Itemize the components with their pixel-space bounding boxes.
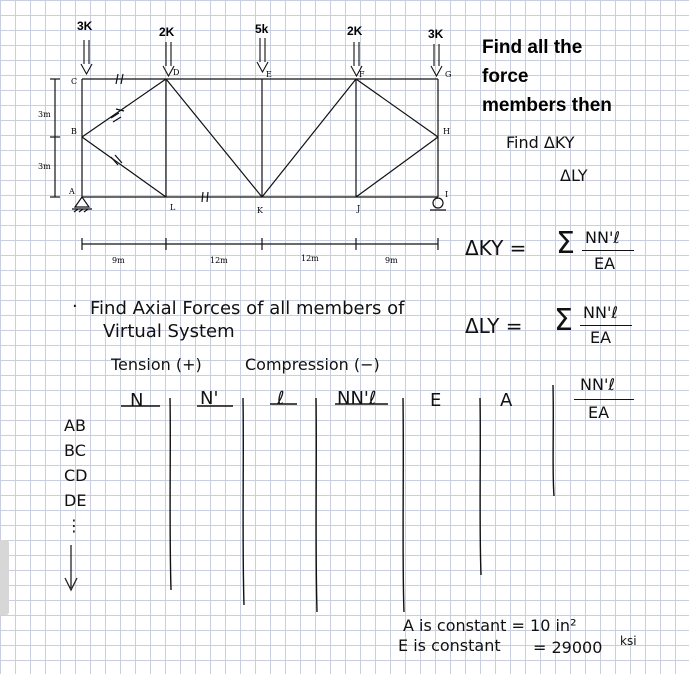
node-c: C bbox=[71, 77, 78, 86]
dim-height-lower: 3m bbox=[38, 162, 51, 171]
load-f: 2K bbox=[347, 24, 363, 38]
load-e: 5k bbox=[255, 22, 269, 36]
virtual-line-2: Virtual System bbox=[103, 321, 235, 342]
node-e: E bbox=[266, 70, 272, 79]
col-header-last-num: NN'ℓ bbox=[580, 375, 615, 394]
roller-support bbox=[433, 198, 443, 208]
col-header-nnl: NN'ℓ bbox=[337, 388, 377, 409]
member-jh bbox=[356, 137, 438, 197]
compression-label: Compression (−) bbox=[245, 355, 380, 374]
node-j: J bbox=[357, 204, 361, 213]
node-f: F bbox=[359, 70, 365, 79]
row-label-cd: CD bbox=[64, 466, 88, 485]
find-dly: ΔLY bbox=[560, 166, 588, 185]
col-header-n: N bbox=[130, 390, 144, 411]
formula-dly-lhs: ΔLY = bbox=[465, 314, 523, 338]
formula-dky-num: NN'ℓ bbox=[585, 228, 620, 247]
formula-dly-num: NN'ℓ bbox=[583, 303, 618, 322]
row-ellipsis: ⋮ bbox=[66, 516, 82, 535]
note-modulus-unit: ksi bbox=[620, 634, 637, 648]
col-header-last-den: EA bbox=[588, 403, 610, 422]
formula-dly-sigma: Σ bbox=[554, 303, 573, 338]
span-3: 12m bbox=[301, 254, 319, 263]
tension-label: Tension (+) bbox=[111, 355, 202, 374]
node-i: I bbox=[445, 190, 449, 199]
member-fh bbox=[356, 79, 438, 137]
col-header-a: A bbox=[500, 390, 513, 411]
col-header-length: ℓ bbox=[277, 388, 285, 409]
note-modulus: E is constant bbox=[398, 636, 501, 655]
span-4: 9m bbox=[385, 256, 398, 265]
pin-support bbox=[75, 197, 89, 207]
span-1: 9m bbox=[112, 256, 125, 265]
virtual-line-1: Find Axial Forces of all members of bbox=[90, 298, 405, 319]
member-bl bbox=[82, 137, 166, 197]
span-2: 12m bbox=[210, 256, 228, 265]
dim-height-upper: 3m bbox=[38, 110, 51, 119]
formula-dky-bar bbox=[582, 250, 634, 251]
task-line-1: Find all the bbox=[482, 37, 583, 58]
formula-dly-den: EA bbox=[590, 328, 612, 347]
formula-dky-lhs: ΔKY = bbox=[465, 236, 527, 260]
formula-dky-den: EA bbox=[594, 254, 616, 273]
note-modulus-value: = 29000 bbox=[533, 638, 603, 657]
note-area: A is constant = 10 in² bbox=[403, 616, 577, 635]
formula-dky-sigma: Σ bbox=[556, 226, 575, 261]
find-dky: Find ΔKY bbox=[506, 133, 575, 152]
col-header-n-prime: N' bbox=[200, 388, 219, 409]
member-kf bbox=[262, 79, 356, 197]
load-d: 2K bbox=[159, 25, 175, 39]
member-dk bbox=[166, 79, 262, 197]
table-grid bbox=[121, 385, 554, 612]
load-c: 3K bbox=[77, 19, 93, 33]
bullet: · bbox=[72, 296, 78, 317]
node-l: L bbox=[170, 203, 176, 212]
load-g: 3K bbox=[428, 27, 444, 41]
col-header-e: E bbox=[430, 390, 442, 411]
task-line-2: force bbox=[482, 66, 529, 87]
node-b: B bbox=[71, 127, 77, 136]
member-bd bbox=[82, 79, 166, 137]
task-line-3: members then bbox=[482, 95, 612, 116]
node-h: H bbox=[443, 127, 450, 136]
col-header-last-bar bbox=[574, 399, 634, 400]
node-k: K bbox=[257, 206, 263, 215]
row-label-ab: AB bbox=[64, 416, 86, 435]
node-d: D bbox=[173, 68, 180, 77]
load-arrows bbox=[81, 38, 442, 76]
row-label-de: DE bbox=[64, 491, 87, 510]
node-g: G bbox=[445, 70, 452, 79]
node-a: A bbox=[69, 187, 75, 196]
row-label-bc: BC bbox=[64, 441, 86, 460]
formula-dly-bar bbox=[580, 325, 632, 326]
